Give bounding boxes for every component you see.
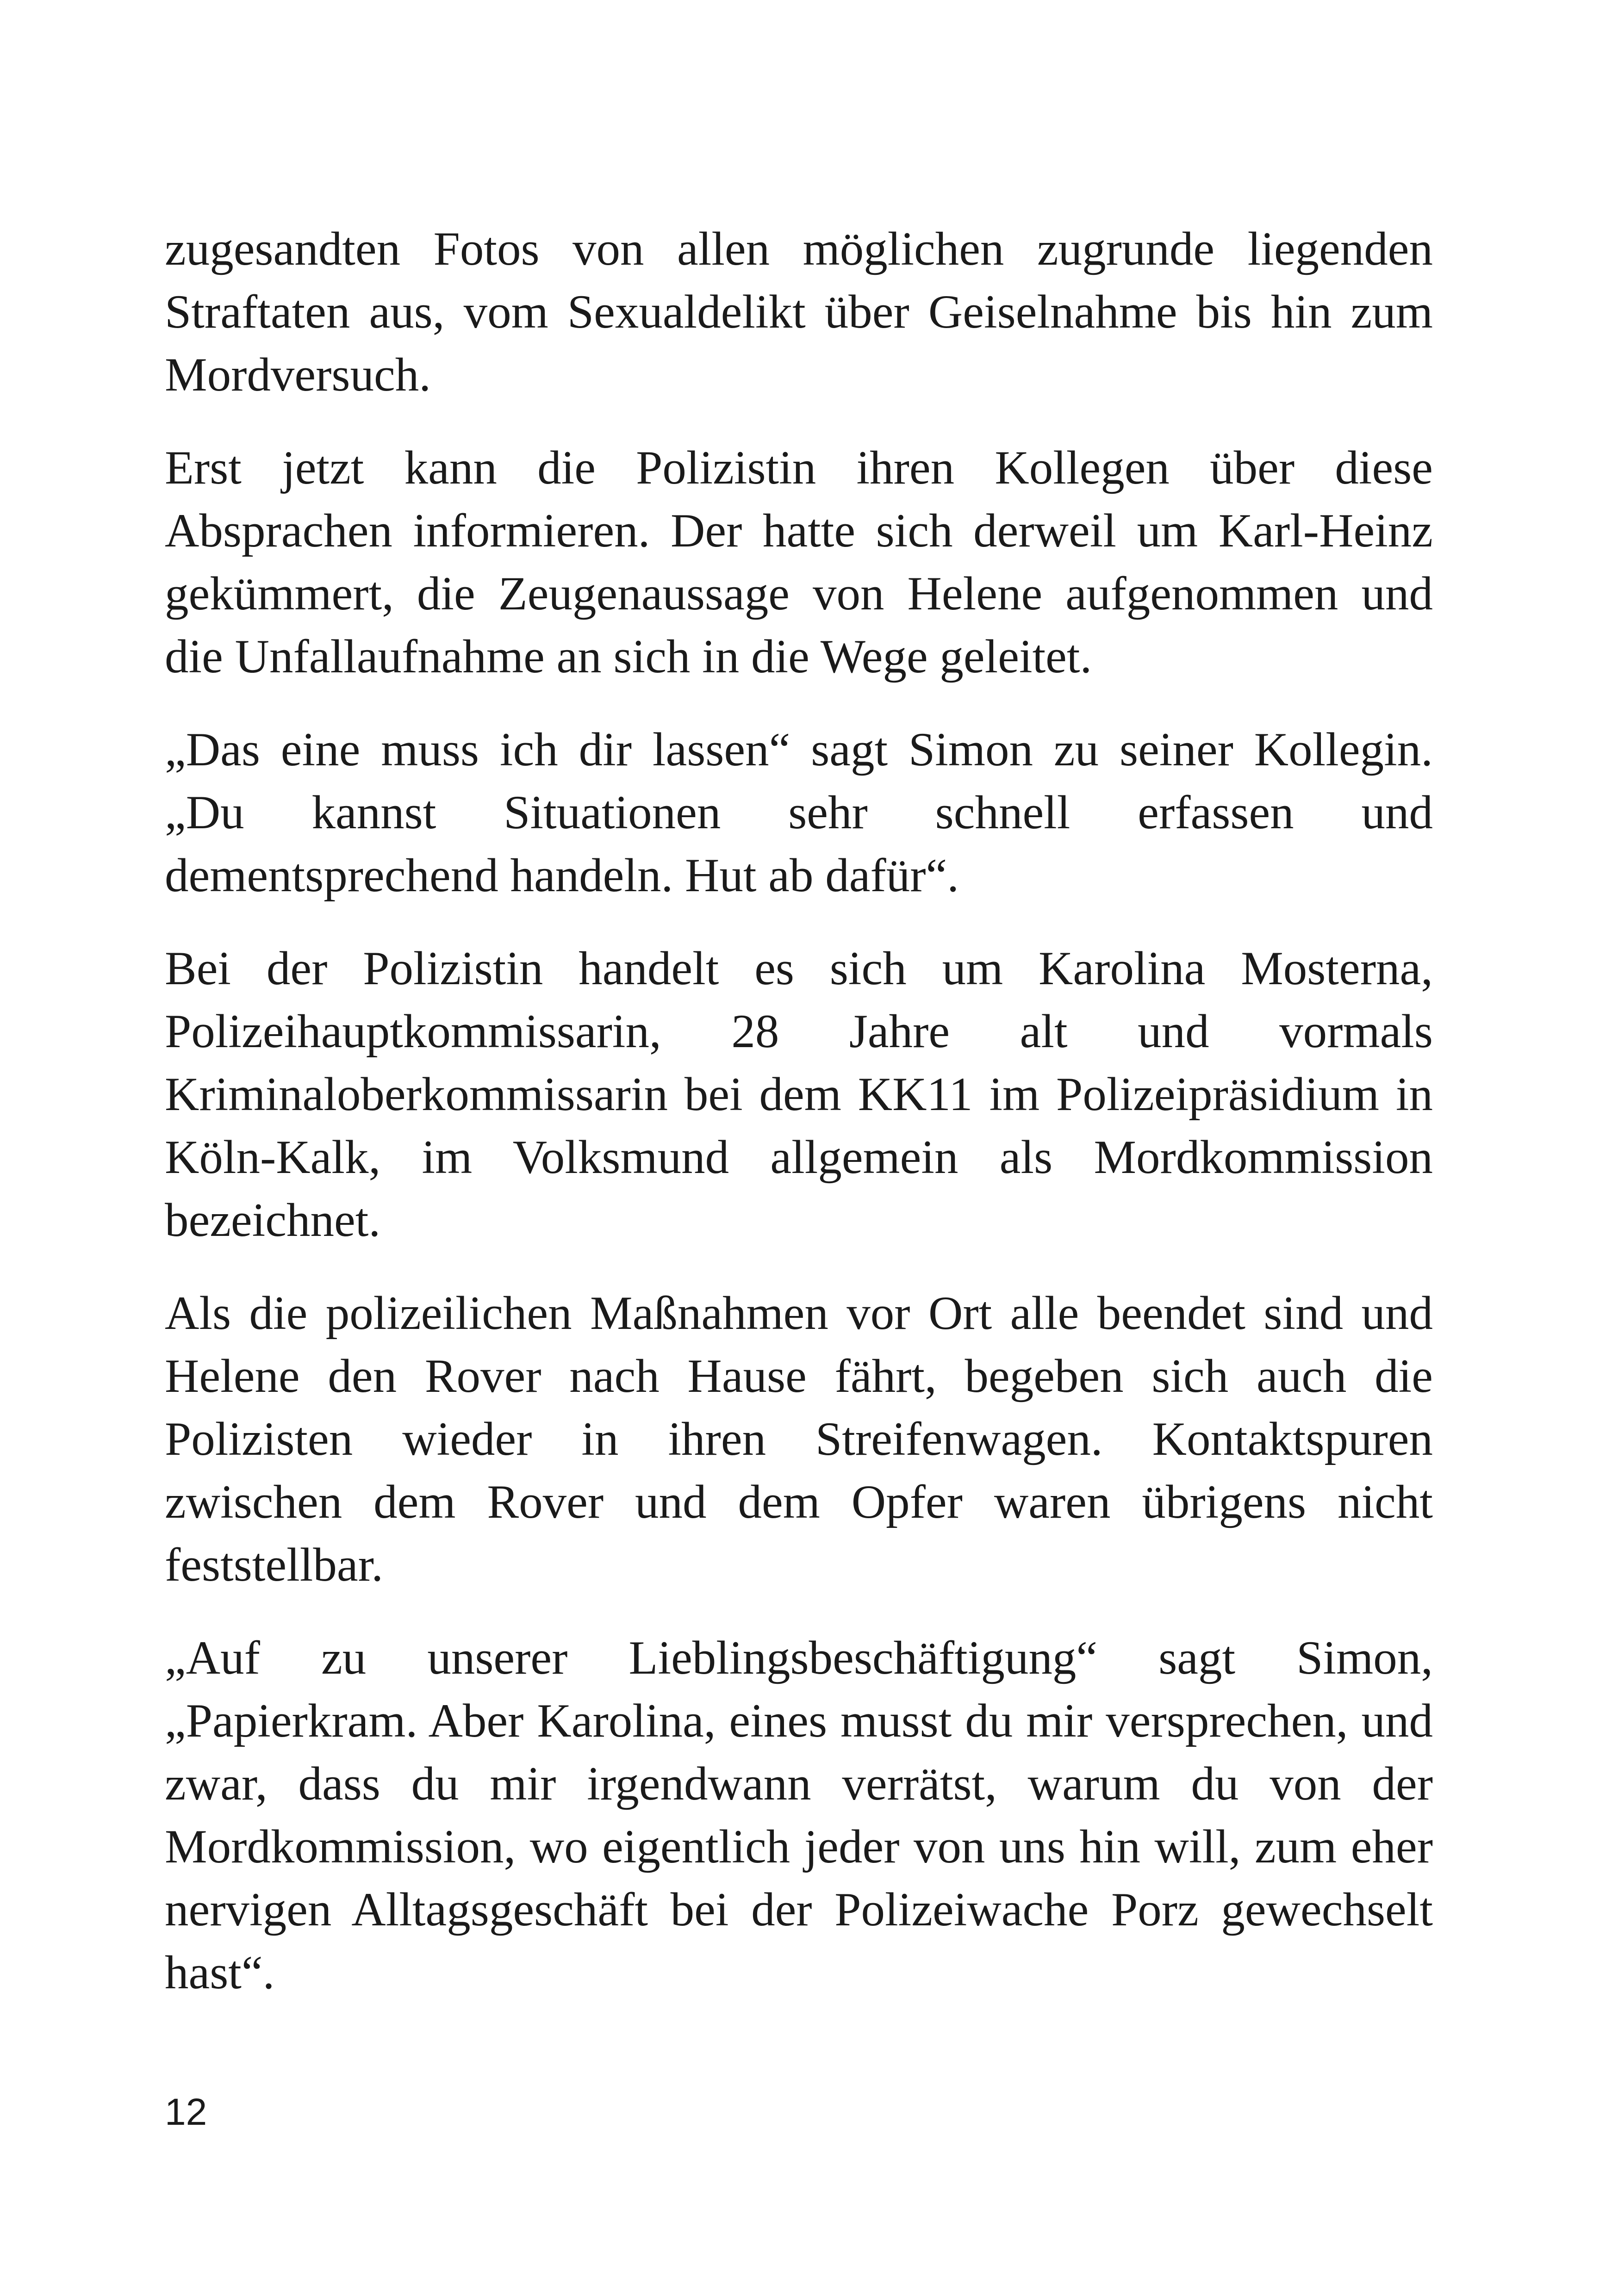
page-number: 12 xyxy=(165,2091,207,2133)
paragraph-4: Bei der Polizistin handelt es sich um Karolina Mosterna, Polizeihauptkommissarin, 28 Jahre alt und vormals Kriminaloberkommissarin bei dem KK11 im Polizeipräsidium in Köln-Kalk, im Volksmund allgemein als Mordkommission bezeichnet. xyxy=(165,942,1433,1247)
body-text xyxy=(165,217,1433,2034)
paragraph-2: Erst jetzt kann die Polizistin ihren Kollegen über diese Absprachen informieren. Der hatte sich derweil um Karl-Heinz gekümmert, die Zeugenaussage von Helene aufgenommen und die Unfallaufnahme an sich in die Wege geleitet. xyxy=(165,441,1433,683)
paragraph-1: zugesandten Fotos von allen möglichen zugrunde liegenden Straftaten aus, vom Sexualdelikt über Geiselnahme bis hin zum Mordversuch. xyxy=(165,223,1433,401)
paragraph-5: Als die polizeilichen Maßnahmen vor Ort alle beendet sind und Helene den Rover nach Hause fährt, begeben sich auch die Polizisten wieder in ihren Streifenwagen. Kontaktspuren zwischen dem Rover und dem Opfer waren übrigens nicht feststellbar. xyxy=(165,1287,1433,1591)
paragraph-6: „Auf zu unserer Lieblingsbeschäftigung“ sagt Simon, „Papierkram. Aber Karolina, eines musst du mir versprechen, und zwar, dass du mir irgendwann verrätst, warum du von der Mordkommission, wo eigentlich jeder von uns hin will, zum eher nervigen Alltagsgeschäft bei der Polizeiwache Porz gewechselt hast“. xyxy=(165,1632,1433,1999)
paragraph-3: „Das eine muss ich dir lassen“ sagt Simon zu seiner Kollegin. „Du kannst Situationen sehr schnell erfassen und dementsprechend handeln. Hut ab dafür“. xyxy=(165,723,1433,902)
